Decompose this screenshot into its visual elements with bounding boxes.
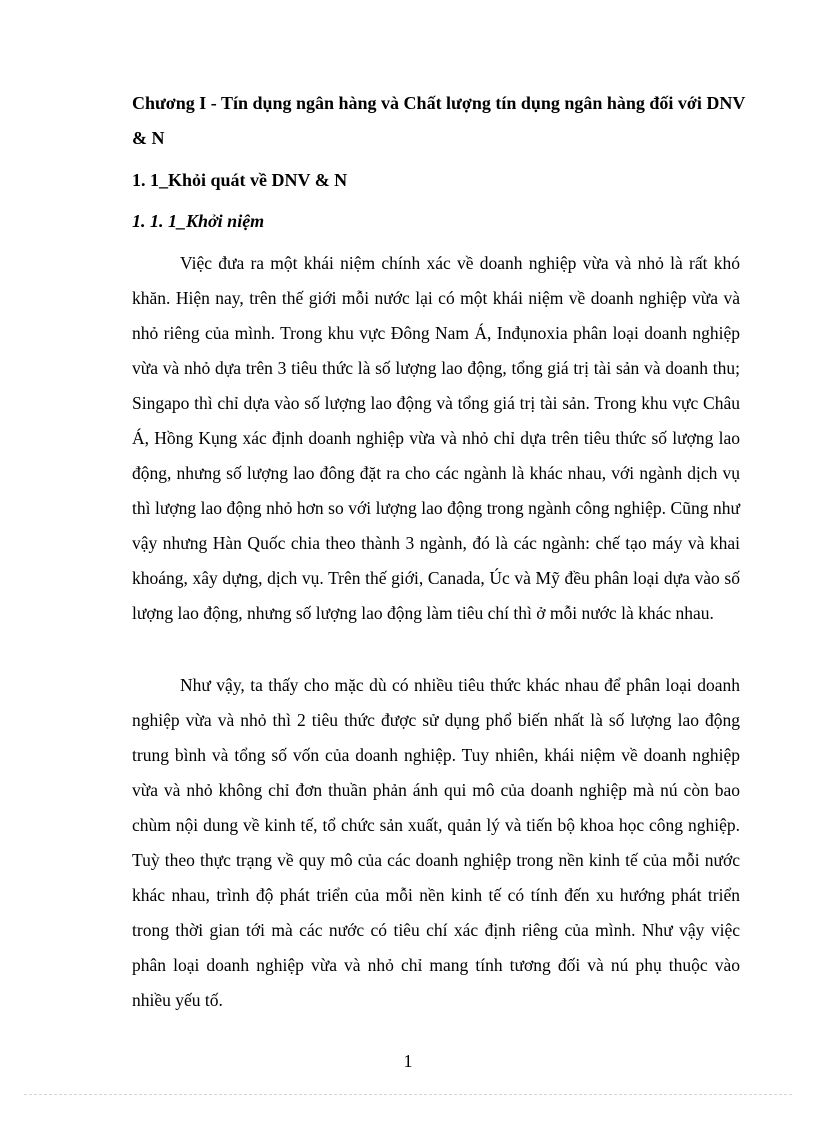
chapter-title: Chương I - Tín dụng ngân hàng và Chất lượng tín dụng ngân hàng đối với DNV & N: [132, 93, 746, 148]
body-paragraph-1: Việc đưa ra một khái niệm chính xác về doanh nghiệp vừa và nhỏ là rất khó khăn. Hiện nay, trên thế giới mỗi nước lại có một khái niệm về doanh nghiệp vừa và nhỏ riêng của mình. Trong khu vực Đông Nam Á, Inđụnoxia phân loại doanh nghiệp vừa và nhỏ dựa trên 3 tiêu thức là số lượng lao động, tổng giá trị tài sản và doanh thu; Singapo thì chỉ dựa vào số lượng lao động và tổng giá trị tài sản. Trong khu vực Châu Á, Hồng Kụng xác định doanh nghiệp vừa và nhỏ chỉ dựa trên tiêu thức số lượng lao động, nhưng số lượng lao đông đặt ra cho các ngành là khác nhau, với ngành dịch vụ thì lượng lao động nhỏ hơn so với lượng lao động trong ngành công nghiệp. Cũng như vậy nhưng Hàn Quốc chia theo thành 3 ngành, đó là các ngành: chế tạo máy và khai khoáng, xây dựng, dịch vụ. Trên thế giới, Canada, Úc và Mỹ đều phân loại dựa vào số lượng lao động, nhưng số lượng lao động làm tiêu chí thì ở mỗi nước là khác nhau.: [132, 253, 740, 623]
page-number: 1: [403, 1051, 413, 1071]
section-title: 1. 1_Khỏi quát về DNV & N: [132, 170, 348, 190]
page-bottom-divider: [24, 1094, 792, 1095]
body-paragraph-2: Như vậy, ta thấy cho mặc dù có nhiều tiêu thức khác nhau để phân loại doanh nghiệp vừa và nhỏ thì 2 tiêu thức được sử dụng phổ biến nhất là số lượng lao động trung bình và tổng số vốn của doanh nghiệp. Tuy nhiên, khái niệm về doanh nghiệp vừa và nhỏ không chỉ đơn thuần phản ánh qui mô của doanh nghiệp mà nú còn bao chùm nội dung về kinh tế, tổ chức sản xuất, quản lý và tiến bộ khoa học công nghiệp. Tuỳ theo thực trạng về quy mô của các doanh nghiệp trong nền kinh tế của mỗi nước khác nhau, trình độ phát triển của mỗi nền kinh tế có tính đến xu hướng phát triển trong thời gian tới mà các nước có tiêu chí xác định riêng của mình. Như vậy việc phân loại doanh nghiệp vừa và nhỏ chỉ mang tính tương đối và nú phụ thuộc vào nhiều yếu tố.: [132, 675, 740, 1010]
subsection-title: 1. 1. 1_Khởi niệm: [132, 211, 265, 231]
